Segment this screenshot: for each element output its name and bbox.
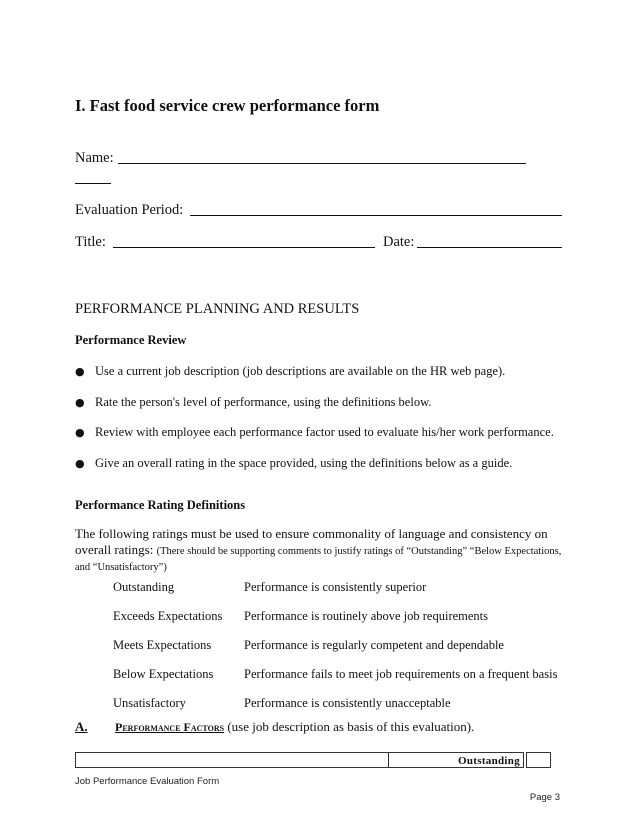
rating-description: Performance fails to meet job requirements on a frequent basis [244, 667, 558, 681]
rating-name: Below Expectations [113, 667, 214, 681]
review-bullet: ● Give an overall rating in the space provided, using the definitions below as a guide. [75, 456, 513, 470]
bullet-icon: ● [75, 426, 85, 439]
name-field-line[interactable] [118, 163, 526, 164]
section-heading: PERFORMANCE PLANNING AND RESULTS [75, 301, 360, 317]
rating-name: Outstanding [113, 580, 175, 594]
rating-definitions-heading: Performance Rating Definitions [75, 498, 246, 512]
outstanding-column-header: Outstanding [458, 755, 520, 767]
rating-description: Performance is consistently unacceptable [244, 696, 451, 710]
form-title: I. Fast food service crew performance form [75, 96, 380, 115]
outstanding-checkbox[interactable] [526, 752, 551, 768]
review-bullet: ● Review with employee each performance factor used to evaluate his/her work performance. [75, 425, 554, 439]
date-label: Date: [383, 234, 415, 250]
rating-name: Exceeds Expectations [113, 609, 223, 623]
evaluation-period-field-line[interactable] [190, 215, 562, 216]
performance-review-heading: Performance Review [75, 333, 187, 347]
rating-definitions-intro: The following ratings must be used to ensure commonality of language and consistency on overall ratings: (There should be supporting comments to justify ratings of “Outstanding” “Below Expectations, and “Unsatisfactory”) [75, 526, 562, 573]
date-field-line[interactable] [417, 247, 562, 248]
factor-table-cell[interactable] [75, 752, 389, 768]
rating-name: Meets Expectations [113, 638, 212, 652]
bullet-icon: ● [75, 365, 85, 378]
performance-factors-heading: A. Performance Factors (use job description as basis of this evaluation). [75, 719, 475, 734]
evaluation-period-label: Evaluation Period: [75, 202, 184, 218]
name-field-line-continued[interactable] [75, 183, 111, 184]
rating-name: Unsatisfactory [113, 696, 186, 710]
page-number: Page 3 [529, 792, 560, 803]
rating-description: Performance is regularly competent and dependable [244, 638, 504, 652]
title-label: Title: [75, 234, 106, 250]
bullet-icon: ● [75, 396, 85, 409]
rating-description: Performance is consistently superior [244, 580, 427, 594]
review-bullet: ● Rate the person's level of performance, using the definitions below. [75, 395, 432, 409]
rating-description: Performance is routinely above job requirements [244, 609, 489, 623]
review-bullet: ● Use a current job description (job descriptions are available on the HR web page). [75, 364, 506, 378]
title-field-line[interactable] [113, 247, 375, 248]
name-label: Name: [75, 150, 114, 166]
bullet-icon: ● [75, 457, 85, 470]
footer-form-name: Job Performance Evaluation Form [75, 776, 220, 787]
